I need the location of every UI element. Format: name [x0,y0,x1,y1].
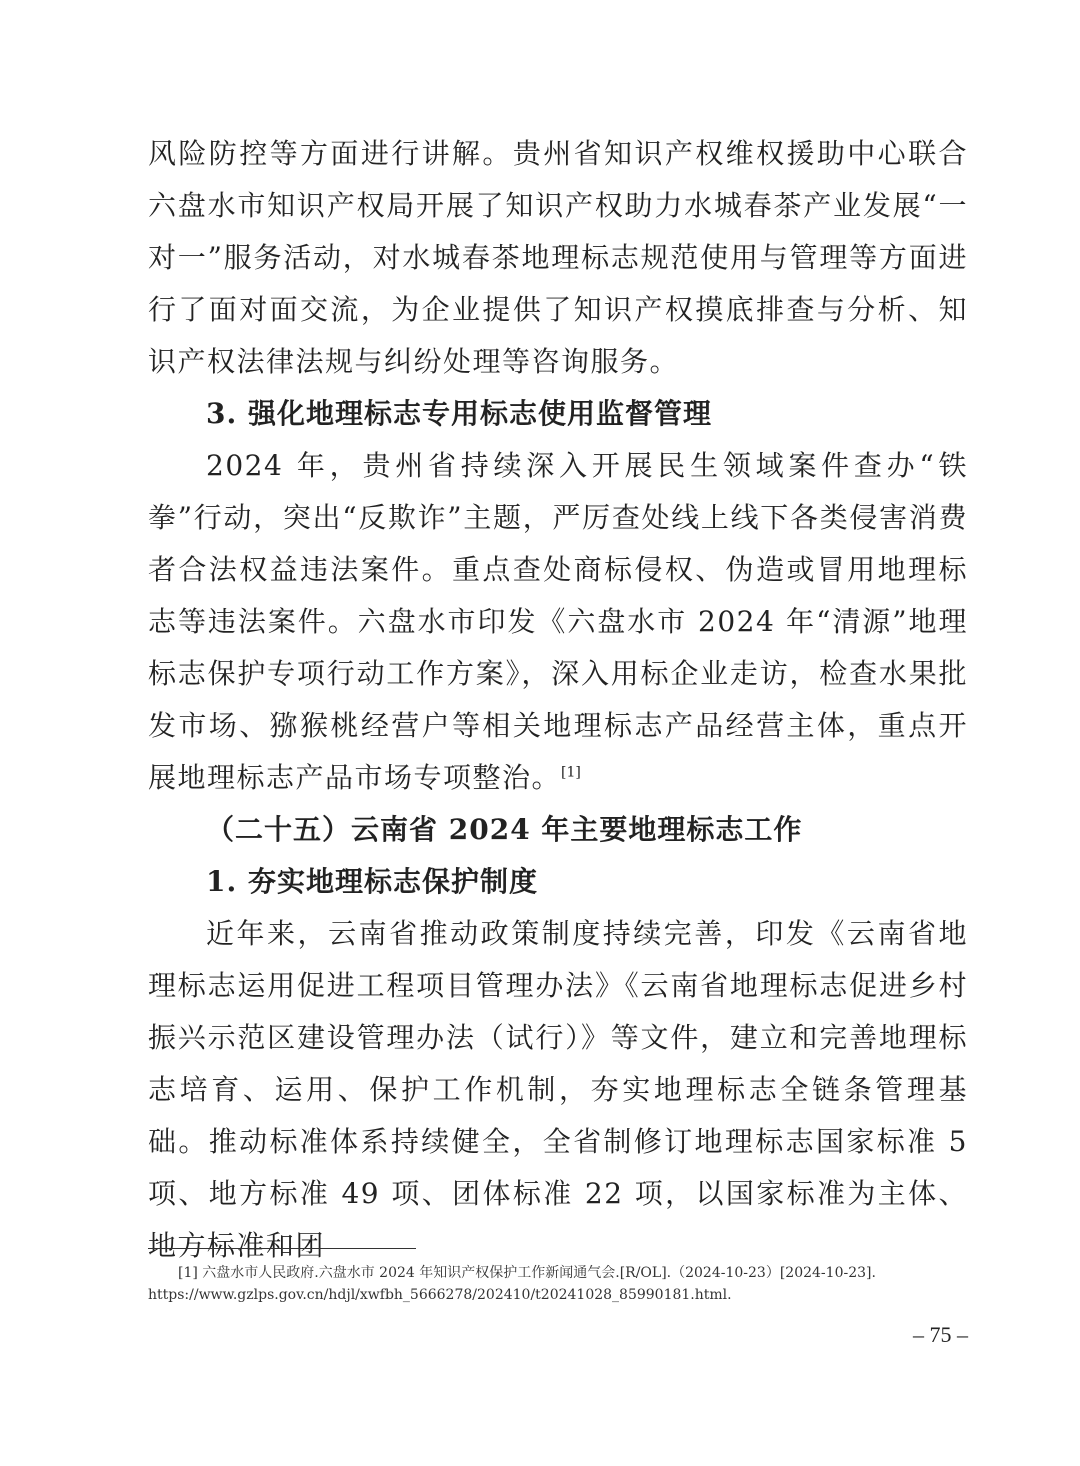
page-number: – 75 – [913,1322,968,1347]
subheading-1: 1. 夯实地理标志保护制度 [206,865,538,898]
footnote-citation: [1] 六盘水市人民政府.六盘水市 2024 年知识产权保护工作新闻通气会.[R/OL].（2024-10-23）[2024-10-23]. [178,1265,876,1281]
footnote-url[interactable]: https://www.gzlps.gov.cn/hdjl/xwfbh_5666278/202410/t20241028_85990181.html. [148,1287,732,1303]
paragraph-yunnan-policy: 近年来，云南省推动政策制度持续完善，印发《云南省地理标志运用促进工程项目管理办法》《云南省地理标志促进乡村振兴示范区建设管理办法（试行）》等文件，建立和完善地理标志培育、运用、保护工作机制，夯实地理标志全链条管理基础。推动标准体系持续健全，全省制修订地理标志国家标准 5 项、地方标准 49 项、团体标准 22 项，以国家标准为主体、地方标准和团 [148,917,968,1262]
section-heading-yunnan: （二十五）云南省 2024 年主要地理标志工作 [206,813,803,846]
subheading-3: 3. 强化地理标志专用标志使用监督管理 [206,397,712,430]
paragraph-continued: 风险防控等方面进行讲解。贵州省知识产权维权援助中心联合六盘水市知识产权局开展了知识产权助力水城春茶产业发展“一对一”服务活动，对水城春茶地理标志规范使用与管理等方面进行了面对面交流，为企业提供了知识产权摸底排查与分析、知识产权法律法规与纠纷处理等咨询服务。 [148,137,968,378]
paragraph-text: 2024 年，贵州省持续深入开展民生领域案件查办“铁拳”行动，突出“反欺诈”主题，严厉查处线上线下各类侵害消费者合法权益违法案件。重点查处商标侵权、伪造或冒用地理标志等违法案件。六盘水市印发《六盘水市 2024 年“清源”地理标志保护专项行动工作方案》，深入用标企业走访，检查水果批发市场、猕猴桃经营户等相关地理标志产品经营主体，重点开展地理标志产品市场专项整治。 [148,449,968,794]
footnote-divider [148,1248,416,1249]
body-text [148,128,968,1272]
footnote [148,1262,968,1306]
paragraph-guizhou-enforcement [148,440,968,804]
footnote-reference[interactable]: [1] [561,764,581,781]
